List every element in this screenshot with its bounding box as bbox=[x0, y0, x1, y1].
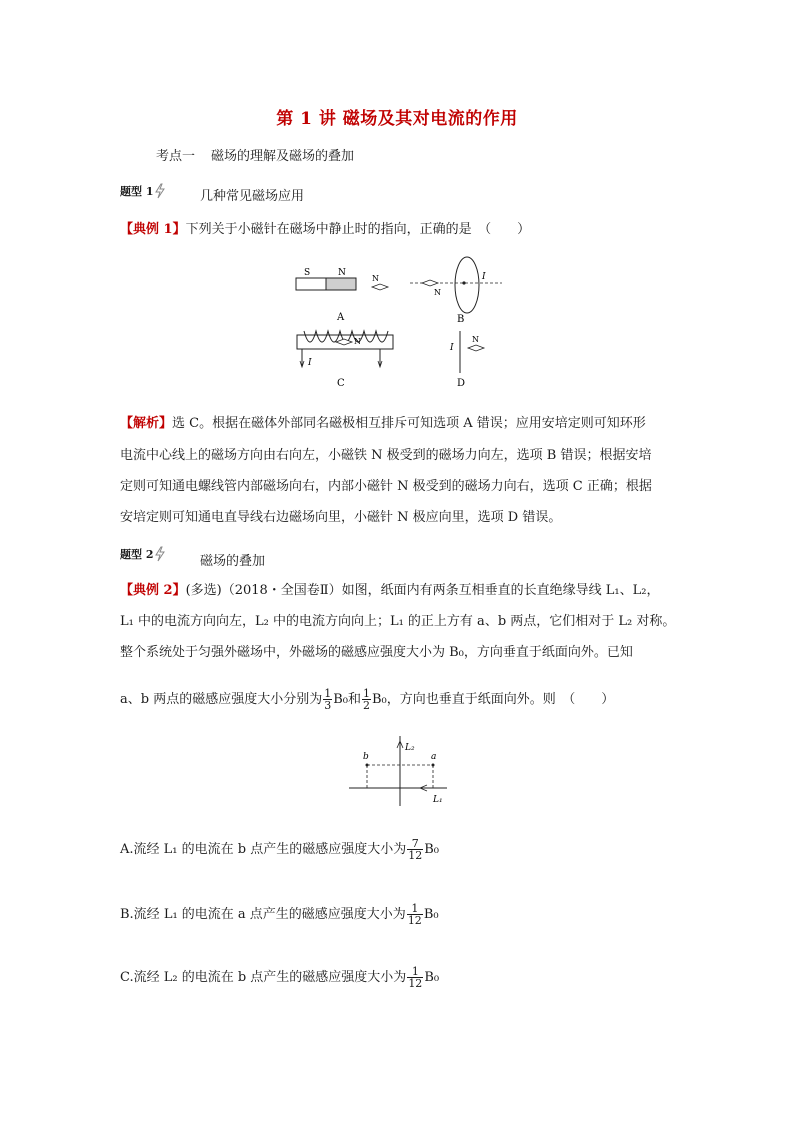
option-c-fraction: $\frac{1}{12}$ bbox=[408, 965, 423, 990]
section-heading bbox=[156, 145, 354, 164]
example-1-tag: 【典例 1】 bbox=[120, 222, 186, 237]
example-2-line-2: L₁ 中的电流方向向左，L₂ 中的电流方向向上；L₁ 的正上方有 a、b 两点，它们相对于 L₂ 对称。 bbox=[120, 614, 676, 629]
label-B: B bbox=[457, 314, 465, 325]
section-text: 磁场的理解及磁场的叠加 bbox=[211, 149, 355, 164]
question-type-tag bbox=[120, 183, 166, 199]
option-c-unit: B₀ bbox=[424, 970, 440, 985]
label-current-b: I bbox=[482, 272, 486, 282]
option-a bbox=[120, 838, 439, 861]
option-a-unit: B₀ bbox=[424, 842, 439, 857]
analysis-text-1: 选 C。根据在磁体外部同名磁极相互排斥可知选项 A 错误；应用安培定则可知环形 bbox=[172, 416, 646, 431]
point-a-label: a bbox=[431, 752, 437, 762]
figure-1-c bbox=[297, 331, 393, 389]
example-2-text-4a: a、b 两点的磁感应强度大小分别为 bbox=[120, 692, 323, 707]
label-current-d: I bbox=[450, 343, 454, 353]
fraction-one-half: $\frac{1}{2}$ bbox=[363, 687, 370, 712]
analysis-tag: 【解析】 bbox=[120, 416, 173, 431]
label-needle-n-d: N bbox=[472, 335, 479, 344]
example-2-line-3: 整个系统处于匀强外磁场中，外磁场的磁感应强度大小为 B₀，方向垂直于纸面向外。已知 bbox=[120, 645, 633, 660]
label-n: N bbox=[338, 268, 346, 278]
label-needle-n-a: N bbox=[372, 274, 379, 283]
option-a-text: A.流经 L₁ 的电流在 b 点产生的磁感应强度大小为 bbox=[120, 842, 407, 857]
figure-2 bbox=[345, 732, 455, 810]
compass-needle-a bbox=[372, 284, 388, 290]
figure-1-d bbox=[449, 331, 484, 389]
wire-l1-label: L₁ bbox=[433, 795, 443, 805]
lightning-icon bbox=[154, 183, 166, 199]
figure-1-a bbox=[296, 268, 388, 323]
compass-needle-b bbox=[422, 280, 438, 286]
label-s: S bbox=[304, 268, 311, 278]
question-type-tag bbox=[120, 546, 166, 562]
option-b bbox=[120, 903, 439, 926]
example-2-line-1 bbox=[120, 584, 659, 598]
question-type-1 bbox=[120, 180, 166, 199]
analysis-line-3: 定则可知通电螺线管内部磁场向右，内部小磁针 N 极受到的磁场力向右，选项 C 正确；根据 bbox=[120, 479, 652, 494]
analysis-line-2: 电流中心线上的磁场方向由右向左，小磁铁 N 极受到的磁场力向左，选项 B 错误；根据安培 bbox=[120, 448, 652, 463]
question-type-2 bbox=[120, 543, 166, 562]
label-needle-n-c: N bbox=[354, 337, 361, 346]
unit-b0: B₀ bbox=[372, 692, 387, 707]
question-type-tag-label: 题型 1 bbox=[120, 185, 154, 198]
example-2-text-4b: 和 bbox=[347, 692, 361, 707]
unit-b0: B₀ bbox=[333, 692, 348, 707]
option-c-text: C.流经 L₂ 的电流在 b 点产生的磁感应强度大小为 bbox=[120, 970, 407, 985]
label-needle-n-b: N bbox=[434, 288, 441, 297]
analysis-line-4: 安培定则可知通电直导线右边磁场向里，小磁针 N 极应向里，选项 D 错误。 bbox=[120, 510, 562, 525]
figure-1 bbox=[280, 255, 520, 395]
option-b-text: B.流经 L₁ 的电流在 a 点产生的磁感应强度大小为 bbox=[120, 907, 406, 922]
question-type-2-text: 磁场的叠加 bbox=[200, 554, 266, 569]
figure-1-b bbox=[410, 257, 502, 325]
label-D: D bbox=[457, 378, 466, 389]
point-b-label: b bbox=[363, 752, 369, 762]
example-1 bbox=[120, 218, 530, 237]
page-title: 第 1 讲 磁场及其对电流的作用 bbox=[276, 109, 518, 129]
label-C: C bbox=[337, 378, 345, 389]
wire-l2-label: L₂ bbox=[405, 743, 415, 753]
question-type-tag-label: 题型 2 bbox=[120, 548, 154, 561]
option-a-fraction: $\frac{7}{12}$ bbox=[408, 837, 423, 862]
section-label: 考点一 bbox=[156, 149, 196, 164]
label-A: A bbox=[337, 312, 345, 323]
label-current-c: I bbox=[308, 358, 312, 368]
lightning-icon bbox=[154, 546, 166, 562]
example-2-line-4 bbox=[120, 688, 614, 711]
fraction-one-third: $\frac{1}{3}$ bbox=[324, 687, 332, 712]
option-c bbox=[120, 966, 439, 989]
example-2-text-4c: ，方向也垂直于纸面向外。则 （ ） bbox=[386, 692, 615, 707]
analysis-line-1 bbox=[120, 417, 646, 431]
option-b-fraction: $\frac{1}{12}$ bbox=[407, 902, 422, 927]
option-b-unit: B₀ bbox=[423, 907, 439, 922]
example-2-text-1: (多选)（2018・全国卷Ⅱ）如图，纸面内有两条互相垂直的长直绝缘导线 L₁、L₂， bbox=[185, 583, 660, 598]
question-type-1-text: 几种常见磁场应用 bbox=[200, 189, 305, 204]
compass-needle-d bbox=[468, 345, 484, 351]
example-2-tag: 【典例 2】 bbox=[120, 583, 186, 598]
example-1-text: 下列关于小磁针在磁场中静止时的指向，正确的是 （ ） bbox=[185, 222, 531, 237]
